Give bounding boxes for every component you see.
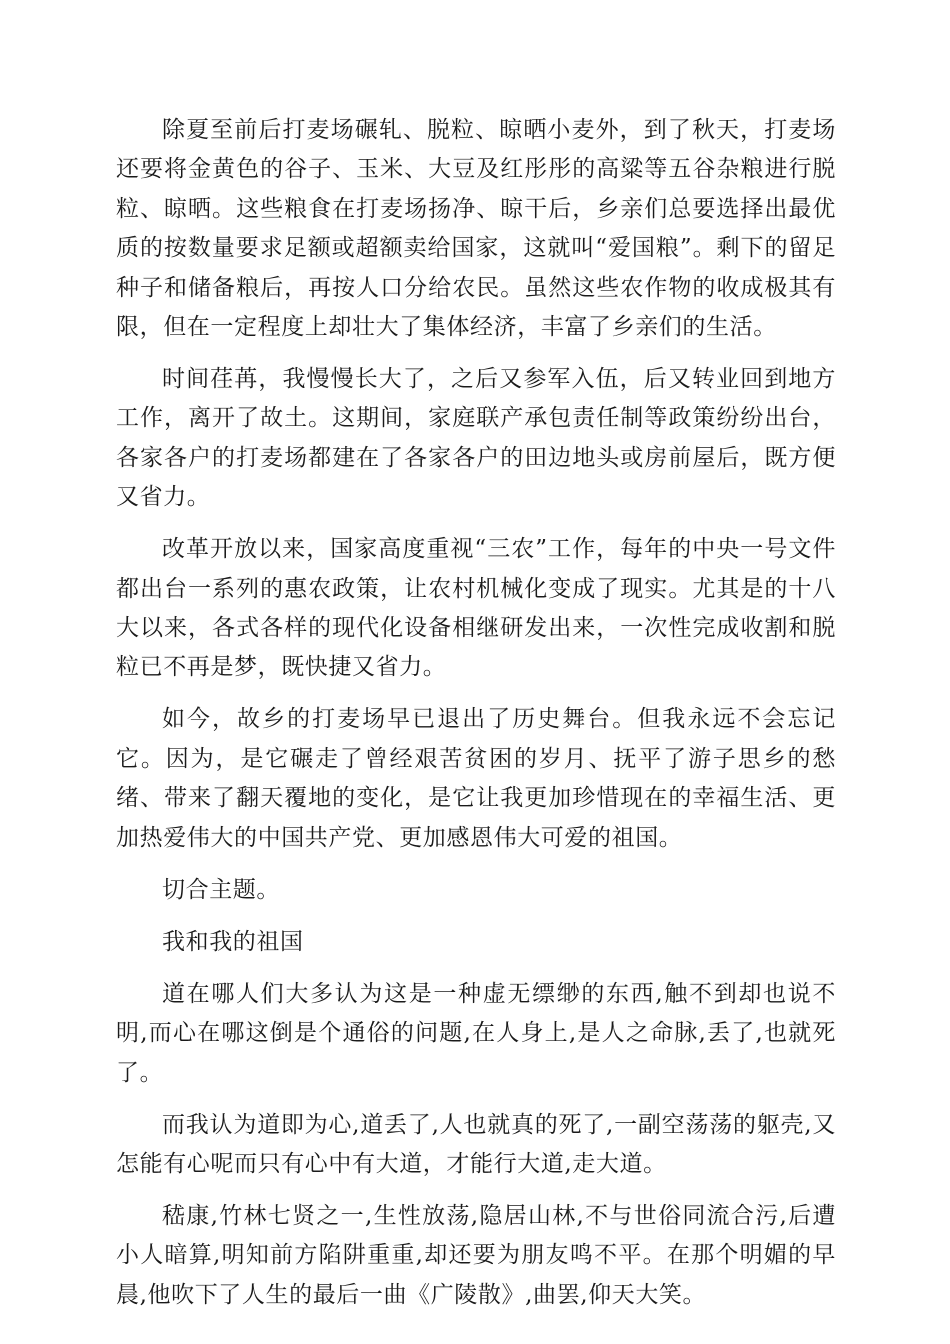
- paragraph-today: 如今，故乡的打麦场早已退出了历史舞台。但我永远不会忘记它。因为，是它碾走了曾经艰苦贫困的岁月、抚平了游子思乡的愁绪、带来了翻天覆地的变化，是它让我更加珍惜现在的幸福生活、更加热爱伟大的中国共产党、更加感恩伟大可爱的祖国。: [116, 706, 836, 851]
- paragraph-reform: 改革开放以来，国家高度重视“三农”工作，每年的中央一号文件都出台一系列的惠农政策，让农村机械化变成了现实。尤其是的十八大以来，各式各样的现代化设备相继研发出来，一次性完成收割和脱粒已不再是梦，既快捷又省力。: [116, 536, 836, 681]
- paragraph-ji-kang: 嵇康,竹林七贤之一,生性放荡,隐居山林,不与世俗同流合污,后遭小人暗算,明知前方陷阱重重,却还要为朋友鸣不平。在那个明媚的早晨,他吹下了人生的最后一曲《广陵散》,曲罢,仰天大笑。: [116, 1202, 836, 1308]
- paragraph-time-passes: 时间荏苒，我慢慢长大了，之后又参军入伍，后又转业回到地方工作，离开了故土。这期间，家庭联产承包责任制等政策纷纷出台，各家各户的打麦场都建在了各家各户的田边地头或房前屋后，既方便又省力。: [116, 366, 836, 511]
- essay-title: 我和我的祖国: [162, 928, 304, 955]
- document-body: [116, 111, 836, 1328]
- paragraph-comment: 切合主题。: [162, 876, 280, 903]
- paragraph-dao-is-heart: 而我认为道即为心,道丢了,人也就真的死了,一副空荡荡的躯壳,又怎能有心呢而只有心中有大道，才能行大道,走大道。: [116, 1111, 836, 1177]
- paragraph-threshing-autumn: 除夏至前后打麦场碾轧、脱粒、晾晒小麦外，到了秋天，打麦场还要将金黄色的谷子、玉米、大豆及红彤彤的高粱等五谷杂粮进行脱粒、晾晒。这些粮食在打麦场扬净、晾干后，乡亲们总要选择出最优质的按数量要求足额或超额卖给国家，这就叫“爱国粮”。剩下的留足种子和储备粮后，再按人口分给农民。虽然这些农作物的收成极其有限，但在一定程度上却壮大了集体经济，丰富了乡亲们的生活。: [116, 117, 836, 341]
- paragraph-dao-xin: 道在哪人们大多认为这是一种虚无缥缈的东西,触不到却也说不明,而心在哪这倒是个通俗的问题,在人身上,是人之命脉,丢了,也就死了。: [116, 980, 836, 1086]
